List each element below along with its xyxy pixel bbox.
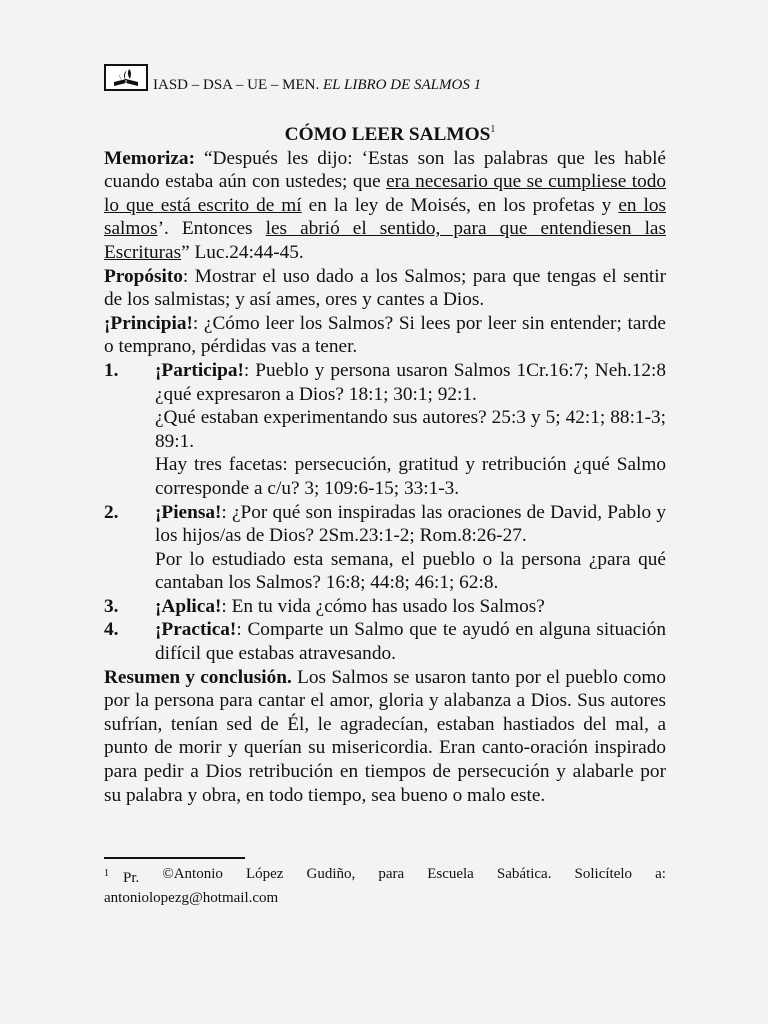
- list-item-paragraph: ¿Qué estaban experimentando sus autores? 25:3 y 5; 42:1; 88:1-3; 89:1.: [155, 407, 666, 452]
- footnote-word: a:: [655, 866, 666, 882]
- lesson-title: [114, 118, 666, 147]
- lesson-body: [104, 118, 666, 807]
- list-item-number: 4.: [104, 619, 119, 641]
- list-item-label: ¡Piensa!: [155, 501, 222, 523]
- principia-text: : ¿Cómo leer los Salmos? Si lees por leer sin entender; tarde o temprano, pérdidas vas a tener.: [104, 312, 666, 358]
- list-item: [104, 618, 666, 665]
- footnote-word: [104, 864, 139, 888]
- page-header: [104, 62, 481, 92]
- list-item-label: ¡Practica!: [155, 619, 237, 641]
- list-item-paragraph: Hay tres facetas: persecución, gratitud y retribución ¿qué Salmo corresponde a c/u? 3; 109:6-15; 33:1-3.: [155, 454, 666, 499]
- resumen-paragraph: [104, 666, 666, 808]
- resumen-label: Resumen y conclusión.: [104, 666, 292, 688]
- list-item-number: 1.: [104, 359, 119, 381]
- proposito-paragraph: [104, 265, 666, 312]
- list-item-text: : Pueblo y persona usaron Salmos 1Cr.16:7; Neh.12:8 ¿qué expresaron a Dios? 18:1; 30:1; 92:1.: [155, 359, 666, 405]
- principia-paragraph: [104, 312, 666, 359]
- footnote-email: antoniolopezg@hotmail.com: [104, 890, 279, 906]
- list-item-number: 2.: [104, 501, 119, 523]
- list-item: [104, 595, 666, 619]
- footnote-line-1: [104, 864, 666, 888]
- title-footnote-mark: 1: [490, 124, 496, 135]
- proposito-label: Propósito: [104, 265, 183, 287]
- list-item-text: : Comparte un Salmo que te ayudó en alguna situación difícil que estabas atravesando.: [155, 619, 666, 665]
- list-item-paragraph: [155, 618, 666, 665]
- proposito-text: : Mostrar el uso dado a los Salmos; para que tengas el sentir de los salmistas; y así ames, ores y cantes a Dios.: [104, 265, 666, 311]
- list-item-paragraph: [155, 501, 666, 548]
- footnote-mark: 1: [104, 868, 109, 879]
- memoriza-underline-1: era necesario que se cumpliese todo lo que está escrito de mí: [104, 171, 666, 216]
- list-item-paragraph: [155, 359, 666, 406]
- footnote-word: Gudiño,: [306, 866, 356, 882]
- memoriza-text-1: “Después les dijo: ‘Estas son las palabras que les hablé cuando estaba aún con ustedes; que: [104, 147, 666, 193]
- memoriza-label: Memoriza:: [104, 147, 195, 169]
- header-book-title: EL LIBRO DE SALMOS 1: [323, 76, 482, 93]
- lesson-title-text: CÓMO LEER SALMOS: [284, 124, 491, 145]
- footnote-word: ©Antonio: [162, 866, 223, 882]
- footnote: [104, 864, 666, 908]
- list-item-text: : En tu vida ¿cómo has usado los Salmos?: [221, 595, 545, 617]
- memoriza-underline-3: les abrió el sentido, para que entendiesen las Escrituras: [104, 218, 666, 263]
- list-item-paragraph: Por lo estudiado esta semana, el pueblo o la persona ¿para qué cantaban los Salmos? 16:8; 44:8; 46:1; 62:8.: [155, 548, 666, 594]
- header-prefix: IASD – DSA – UE – MEN.: [153, 76, 320, 93]
- memoriza-text-3: ’. Entonces: [157, 218, 266, 240]
- footnote-separator: [104, 857, 245, 859]
- principia-label: ¡Principia!: [104, 312, 193, 334]
- list-item-paragraph: [155, 595, 666, 619]
- footnote-word: Sabática.: [496, 866, 552, 882]
- footnote-word: Solicítelo: [574, 866, 633, 882]
- church-logo-icon: [104, 64, 148, 91]
- memoriza-underline-2: en los salmos: [104, 194, 666, 240]
- memoriza-text-4: ” Luc.24:44-45.: [181, 241, 304, 263]
- list-item: [104, 359, 666, 501]
- list-item-label: ¡Aplica!: [155, 595, 222, 617]
- list-item-text: : ¿Por qué son inspiradas las oraciones de David, Pablo y los hijos/as de Dios? 2Sm.23:1-2; Rom.8:26-27.: [155, 501, 666, 547]
- footnote-word: López: [245, 866, 284, 882]
- footnote-word-text: Pr.: [123, 870, 140, 886]
- header-text: [153, 77, 481, 94]
- resumen-text: Los Salmos se usaron tanto por el pueblo como por la persona para cantar el amor, gloria y alabanza a Dios. Sus autores sufrían, tenían sed de Él, le agradecían, estaban hastiados del mal, a punto de morir y querían su misericordia. Eran canto-oración inspirado para pedir a Dios retribución en tiempos de persecución y alabarle por su palabra y obra, en todo tiempo, sea bueno o malo este.: [104, 666, 666, 806]
- footnote-word: para: [378, 866, 405, 882]
- list-item-label: ¡Participa!: [155, 359, 244, 381]
- memoriza-paragraph: [104, 147, 666, 265]
- memoriza-text-2: en la ley de Moisés, en los profetas y: [301, 194, 619, 216]
- footnote-word: Escuela: [427, 866, 474, 882]
- list-item-number: 3.: [104, 595, 119, 617]
- list-item: [104, 501, 666, 595]
